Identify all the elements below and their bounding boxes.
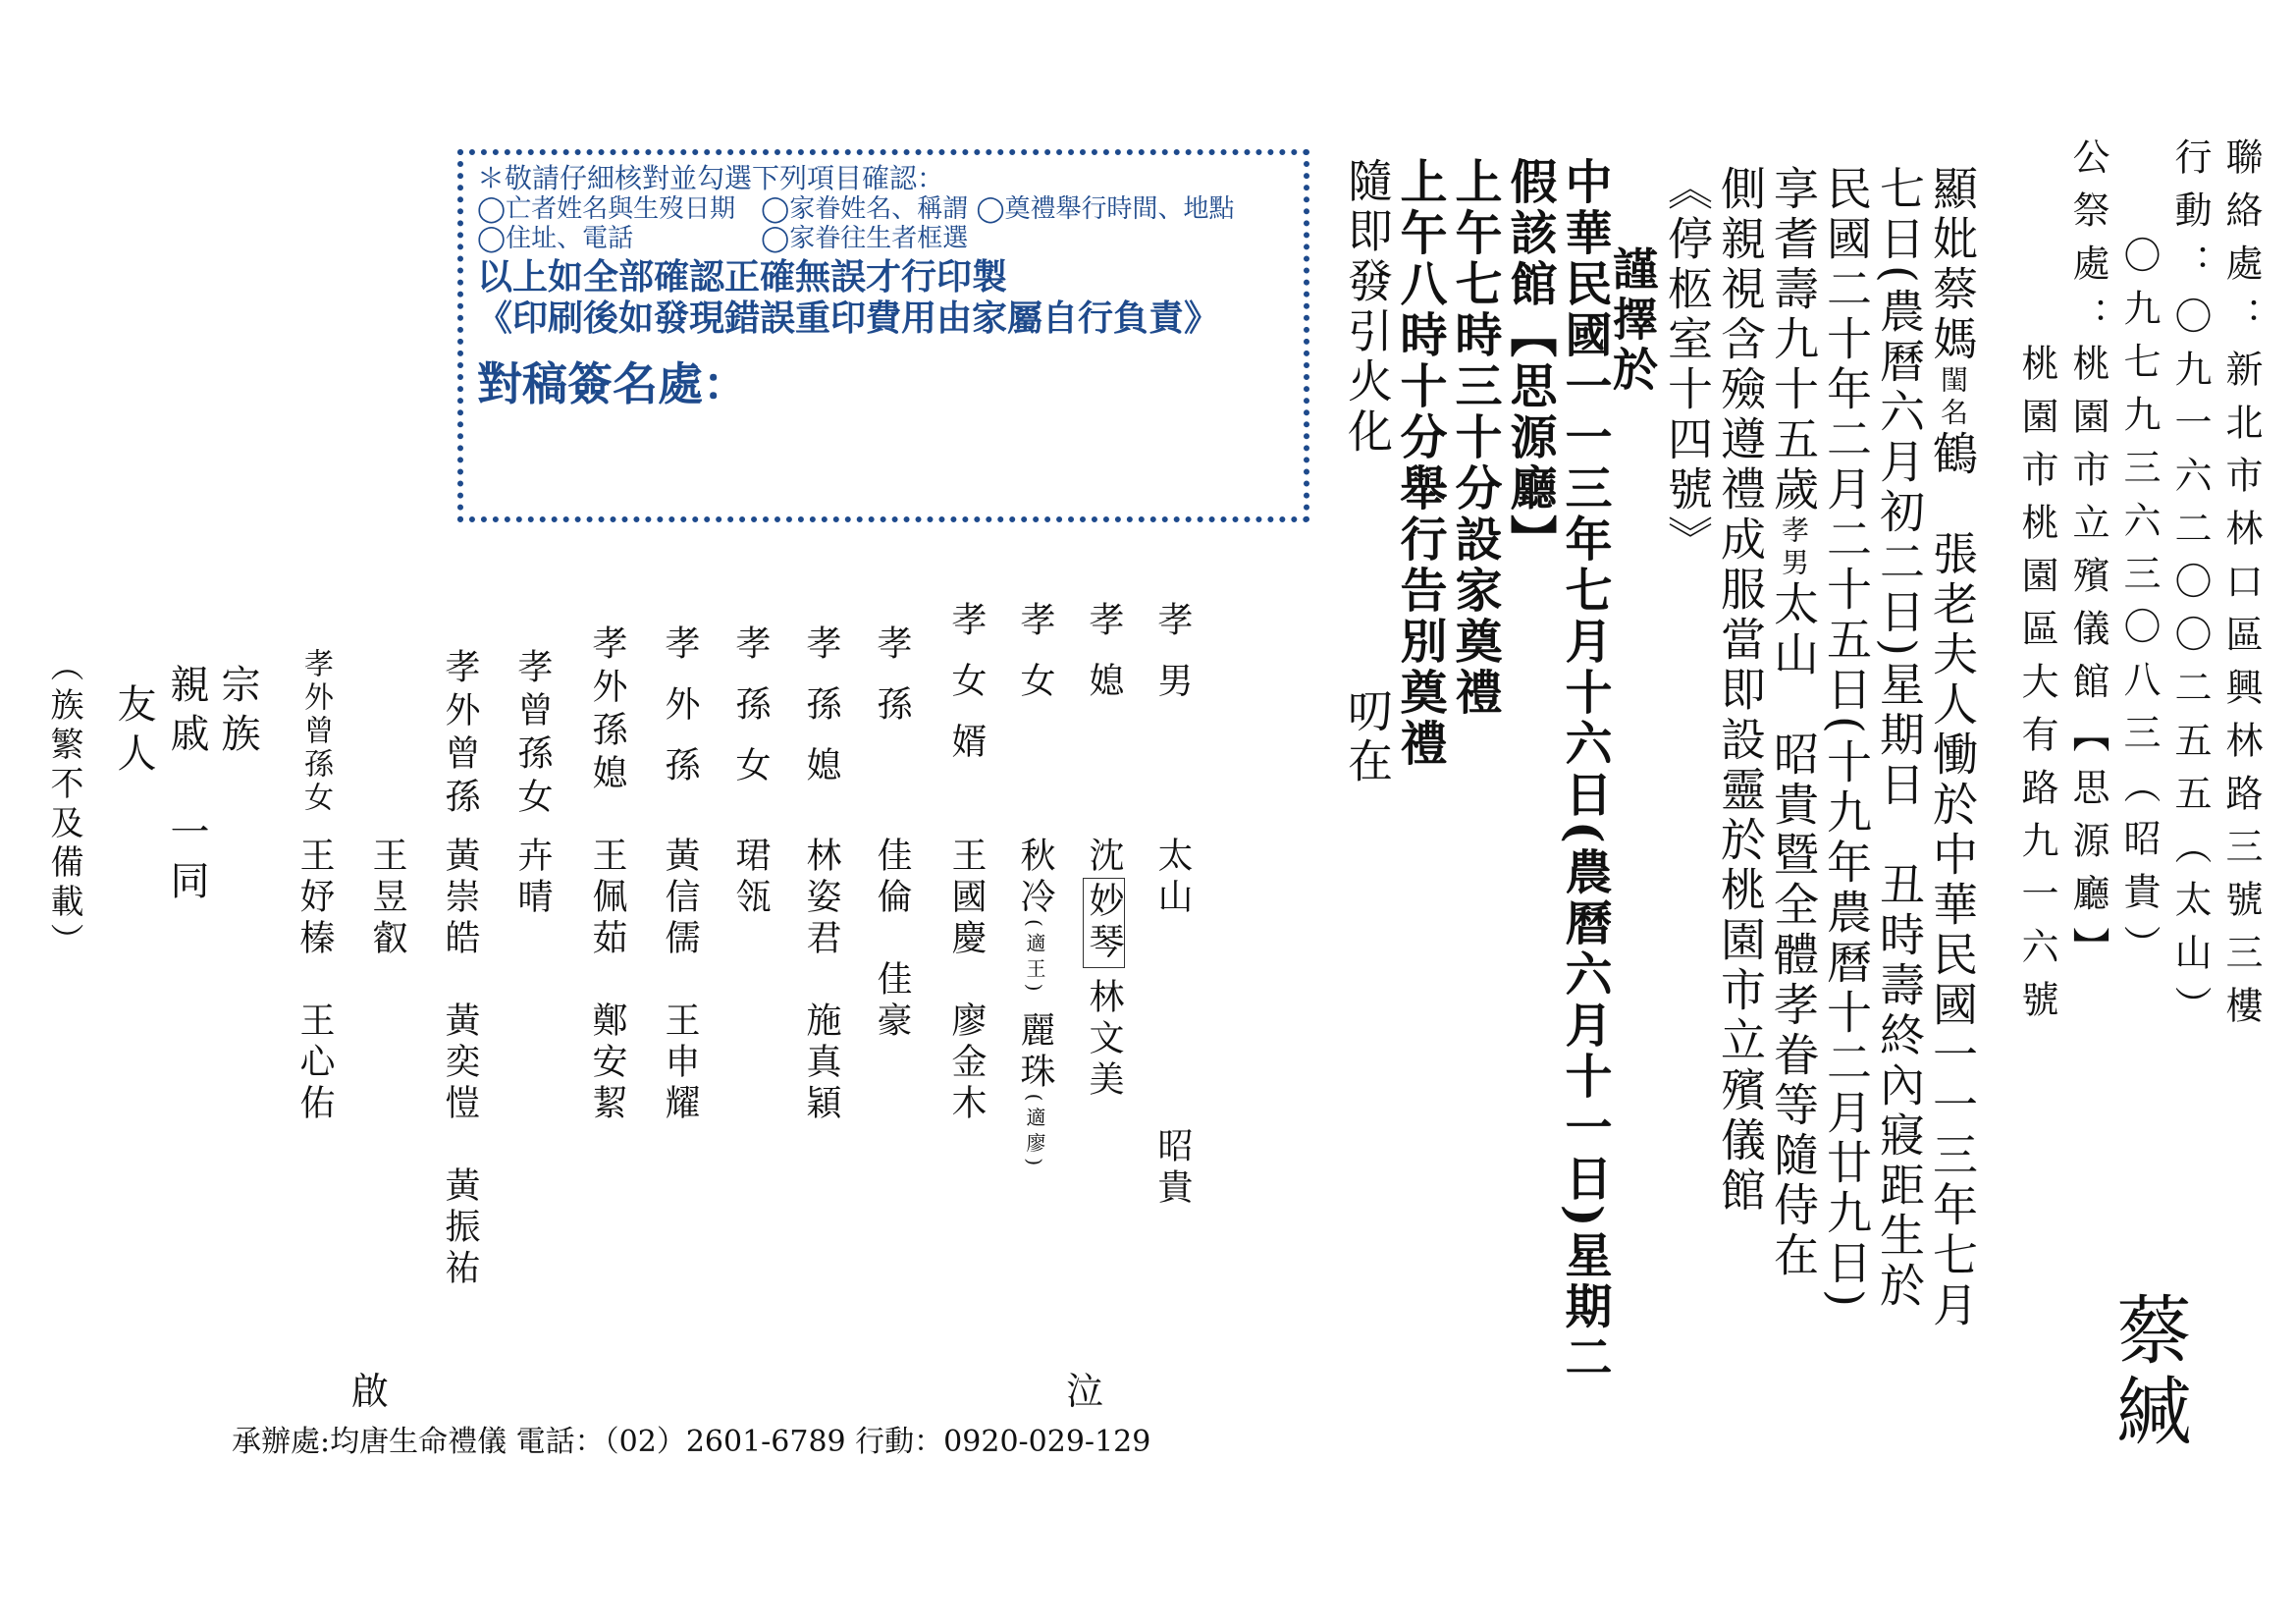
mourner-label-daughter: 孝女	[1015, 601, 1055, 723]
son-note: 孝男	[1778, 515, 1810, 580]
mourner-name-son-1: 太山	[1152, 837, 1193, 919]
footer-organizer: 承辦處:均唐生命禮儀 電話：（02）2601-6789 行動：0920-029-129	[232, 1425, 1151, 1459]
contact-label: 聯絡處：	[2219, 137, 2263, 350]
mourner-label-son-in-law: 孝女婿	[946, 601, 987, 784]
venue-name: 桃園市立殯儀館【思源廳】	[2066, 344, 2109, 980]
relatives-kin: 親戚 一同	[164, 664, 209, 909]
relatives-note: （族繁不及備載）	[44, 648, 83, 962]
mourner-label-outer-grandson-wife: 孝外孫媳	[587, 624, 627, 797]
mobile2-value: 〇九七九三六三〇八三（昭貴）	[2117, 236, 2161, 978]
mourner-names-extra: 王昱叡	[367, 837, 407, 960]
family-name: 蔡緘	[2105, 1291, 2192, 1452]
mourner-names-son-in-law: 王國慶 廖金木	[946, 837, 987, 1125]
contact-mobile-1	[2168, 137, 2212, 1039]
mourner-label-outer-grandson: 孝外孫	[660, 624, 700, 807]
schedule-venue: 假該館【思源廳】	[1502, 157, 1557, 566]
given-name-note: 閨名	[1937, 365, 1969, 430]
mourner-label-daughter-in-law: 孝媳	[1084, 601, 1124, 723]
weep-mark: 泣	[1066, 1370, 1104, 1413]
mourner-names-grandson-wife: 林姿君 施真穎	[801, 837, 841, 1125]
mobile-label: 行動：	[2168, 137, 2212, 297]
mourner-names-daughter: 秋冷(適王)麗珠(適廖)	[1015, 837, 1055, 1172]
mourner-names-outer-grandson: 黃信儒 王申耀	[660, 837, 700, 1125]
contact-address	[2219, 137, 2263, 1039]
obituary-line-4: 享耆壽九十五歲孝男太山 昭貴暨全體孝眷等隨侍在	[1767, 165, 1820, 1281]
schedule-date: 中華民國一一三年七月十六日(農曆六月十一日)星期二	[1557, 157, 1612, 1384]
notice-checklist-2[interactable]: ◯住址、電話 ◯家眷往生者框選	[477, 224, 969, 253]
mourner-name-son-2: 昭貴	[1152, 1127, 1193, 1210]
mourner-names-great-granddaughter: 卉晴	[512, 837, 553, 919]
mourner-label-outer-great-granddaughter: 孝外曾孫女	[298, 648, 333, 815]
mourner-label-grandson-wife: 孝孫媳	[801, 624, 841, 807]
obituary-line-1: 顯妣蔡媽閨名鶴 張老夫人慟於中華民國一一三年七月	[1926, 165, 1979, 1331]
notice-checklist-1[interactable]: ◯亡者姓名與生歿日期 ◯家眷姓名、稱謂 ◯奠禮舉行時間、地點	[477, 194, 1235, 224]
mourner-names-outer-grandson-wife: 王佩茹 鄭安絜	[587, 837, 627, 1125]
relatives-clan: 宗族	[215, 664, 260, 762]
selected-date-intro: 謹擇於	[1606, 245, 1659, 396]
mourner-names-granddaughter: 珺瓴	[730, 837, 771, 919]
mourner-label-granddaughter: 孝孫女	[730, 624, 771, 807]
venue-label: 公祭處：	[2066, 137, 2109, 350]
relatives-friends: 友人	[111, 683, 156, 782]
mourner-label-great-granddaughter: 孝曾孫女	[512, 648, 553, 821]
mourner-label-outer-great-grandson: 孝外曾孫	[440, 648, 480, 821]
schedule-cremation: 隨即發引火化	[1341, 157, 1394, 458]
announce-mark: 啟	[351, 1370, 390, 1413]
mourner-names-outer-great-grandson: 黃崇皓 黃奕愷 黃振祐	[440, 837, 480, 1290]
mourner-label-grandson: 孝孫	[872, 624, 912, 746]
notice-instruction: ＊敬請仔細核對並勾選下列項目確認：	[477, 162, 945, 194]
schedule-farewell: 上午八時十分舉行告別奠禮	[1392, 157, 1447, 770]
mourner-names-daughter-in-law: 沈妙琴林文美	[1084, 837, 1124, 1102]
mourner-names-grandson: 佳倫 佳豪	[872, 837, 912, 1043]
contact-value: 新北市林口區興林路三號三樓	[2219, 350, 2263, 1039]
deceased-frame: 妙琴	[1083, 878, 1125, 968]
notice-confirm: 以上如全部確認正確無誤才行印製	[477, 256, 1008, 298]
contact-mobile-2	[2117, 236, 2161, 978]
mobile-value: 〇九一六二〇〇二五五（太山）	[2168, 297, 2212, 1039]
notice-reprint-warning: 《印刷後如發現錯誤重印費用由家屬自行負責》	[477, 298, 1220, 339]
obituary-line-3: 民國二十年二月二十五日(十九年農曆十二月廿九日)	[1820, 165, 1873, 1312]
obituary-line-5: 側親視含殮遵禮成服當即設靈於桃園市立殯儀館	[1714, 165, 1767, 1217]
schedule-home-rite: 上午七時三十分設家奠禮	[1447, 157, 1502, 719]
obituary-line-6: 《停柩室十四號》	[1661, 165, 1714, 566]
mourner-label-son: 孝男	[1152, 601, 1193, 723]
obituary-line-2: 七日(農曆六月初二日)星期日 丑時壽終內寢距生於	[1873, 165, 1926, 1312]
proof-notice-box	[457, 149, 1309, 522]
signature-label: 對稿簽名處：	[477, 357, 748, 410]
venue-address: 桃園市桃園區大有路九一六號	[2015, 344, 2058, 1033]
closing-phrase: 叨在	[1341, 687, 1394, 787]
mourner-names-outer-great-granddaughter: 王妤榛 王心佑	[294, 837, 335, 1125]
